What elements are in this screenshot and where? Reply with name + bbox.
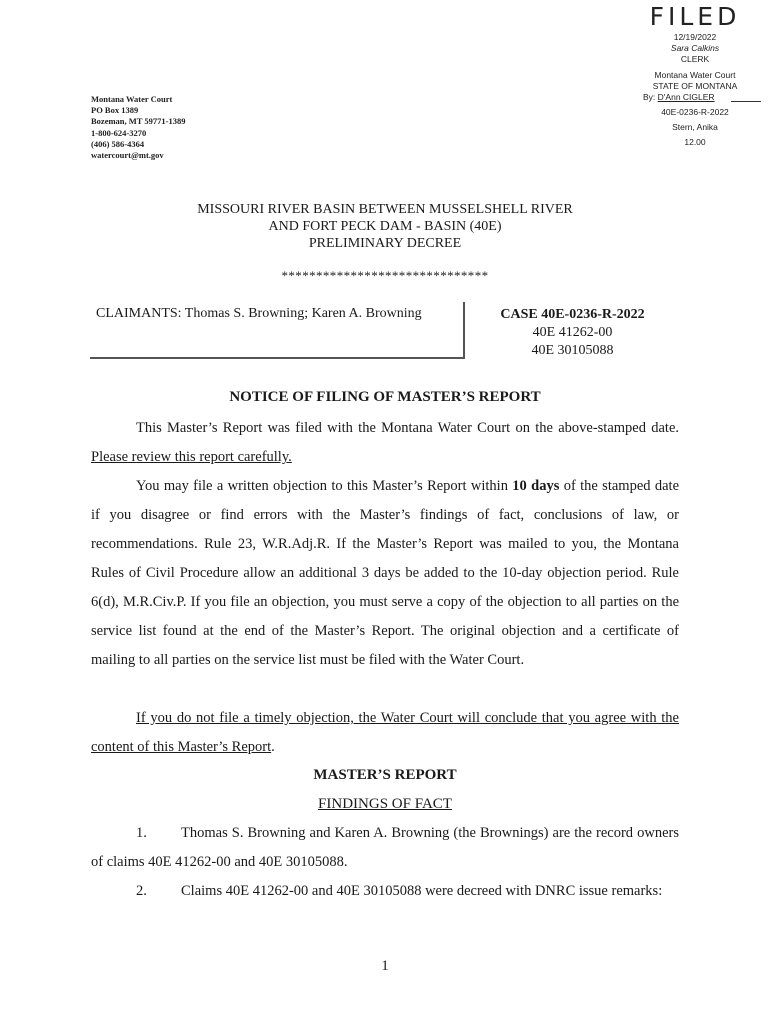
filed-stamp	[630, 2, 760, 148]
deputy-name: D'Ann CIGLER	[657, 92, 715, 102]
notice-paragraph-2	[91, 472, 679, 675]
filed-label: FILED	[649, 2, 741, 31]
stamp-court: Montana Water Court	[654, 70, 736, 80]
filed-date: 12/19/2022	[673, 32, 717, 42]
heading-line: PRELIMINARY DECREE	[308, 236, 462, 251]
notice-title: NOTICE OF FILING OF MASTER’S REPORT	[229, 389, 541, 405]
address-line: Bozeman, MT 59771-1389	[91, 116, 186, 127]
notice-p3-end: .	[271, 739, 275, 755]
timely-objection-warning: If you do not file a timely objection, the Water Court will conclude that you agree with the content of this Master’s Report	[91, 710, 679, 755]
heading-line: AND FORT PECK DAM - BASIN (40E)	[268, 219, 502, 234]
review-carefully-text: Please review this report carefully.	[91, 449, 292, 465]
notice-paragraph-3	[91, 704, 679, 762]
by-label: By:	[643, 92, 656, 102]
case-number: CASE 40E-0236-R-2022	[500, 307, 645, 322]
heading-line: MISSOURI RIVER BASIN BETWEEN MUSSELSHELL RIVER	[197, 202, 573, 217]
case-block	[475, 306, 670, 360]
notice-p2-after: of the stamped date if you disagree or find errors with the Master’s findings of fact, conclusions of law, or recommendations. Rule 23, W.R.Adj.R. If the Master’s Report was mailed to you, the Montana Rules of Civil Procedure allow an additional 3 days be added to the 10-day objection period. Rule 6(d), M.R.Civ.P. If you file an objection, you must serve a copy of the objection to all parties on the service list found at the end of the Master’s Report. The original objection and a certificate of mailing to all parties on the service list must be filed with the Water Court.	[91, 478, 680, 668]
signature-rule	[731, 101, 761, 102]
address-line: Montana Water Court	[91, 94, 173, 104]
claim-number: 40E 30105088	[531, 343, 614, 358]
court-address	[91, 94, 186, 161]
finding-number: 1.	[136, 825, 147, 841]
claimants-line: CLAIMANTS: Thomas S. Browning; Karen A. Browning	[96, 306, 422, 321]
address-phone: (406) 586-4364	[91, 138, 145, 149]
stamp-amount: 12.00	[684, 137, 706, 147]
address-email: watercourt@mt.gov	[91, 150, 164, 161]
finding-item	[91, 819, 679, 877]
clerk-name: Sara Calkins	[670, 43, 720, 53]
objection-deadline: 10 days	[512, 478, 560, 494]
notice-p2-before: You may file a written objection to this Master’s Report within	[136, 478, 513, 494]
address-phone: 1-800-624-3270	[91, 127, 147, 138]
report-title: MASTER’S REPORT	[313, 767, 457, 783]
caption-vertical-rule	[463, 302, 465, 358]
caption-horizontal-rule	[90, 357, 465, 359]
finding-item	[91, 877, 679, 906]
stamp-assignee: Stern, Anika	[672, 122, 718, 132]
notice-paragraph-1	[91, 414, 679, 472]
asterisk-divider: ******************************	[281, 268, 489, 283]
finding-text: Thomas S. Browning and Karen A. Browning (the Brownings) are the record owners of claims 40E 41262-00 and 40E 30105088.	[91, 825, 679, 870]
stamp-case-ref: 40E-0236-R-2022	[661, 107, 729, 117]
claim-number: 40E 41262-00	[532, 325, 613, 340]
notice-p1-text: This Master’s Report was filed with the Montana Water Court on the above-stamped date.	[136, 420, 679, 436]
page-number: 1	[381, 958, 389, 974]
finding-number: 2.	[136, 883, 147, 899]
findings-title: FINDINGS OF FACT	[318, 796, 452, 812]
address-line: PO Box 1389	[91, 105, 139, 116]
clerk-title: CLERK	[680, 54, 710, 64]
stamp-state: STATE OF MONTANA	[652, 81, 738, 91]
finding-text: Claims 40E 41262-00 and 40E 30105088 were decreed with DNRC issue remarks:	[181, 883, 663, 899]
stamp-by-line	[643, 92, 760, 103]
decree-heading	[0, 201, 770, 252]
